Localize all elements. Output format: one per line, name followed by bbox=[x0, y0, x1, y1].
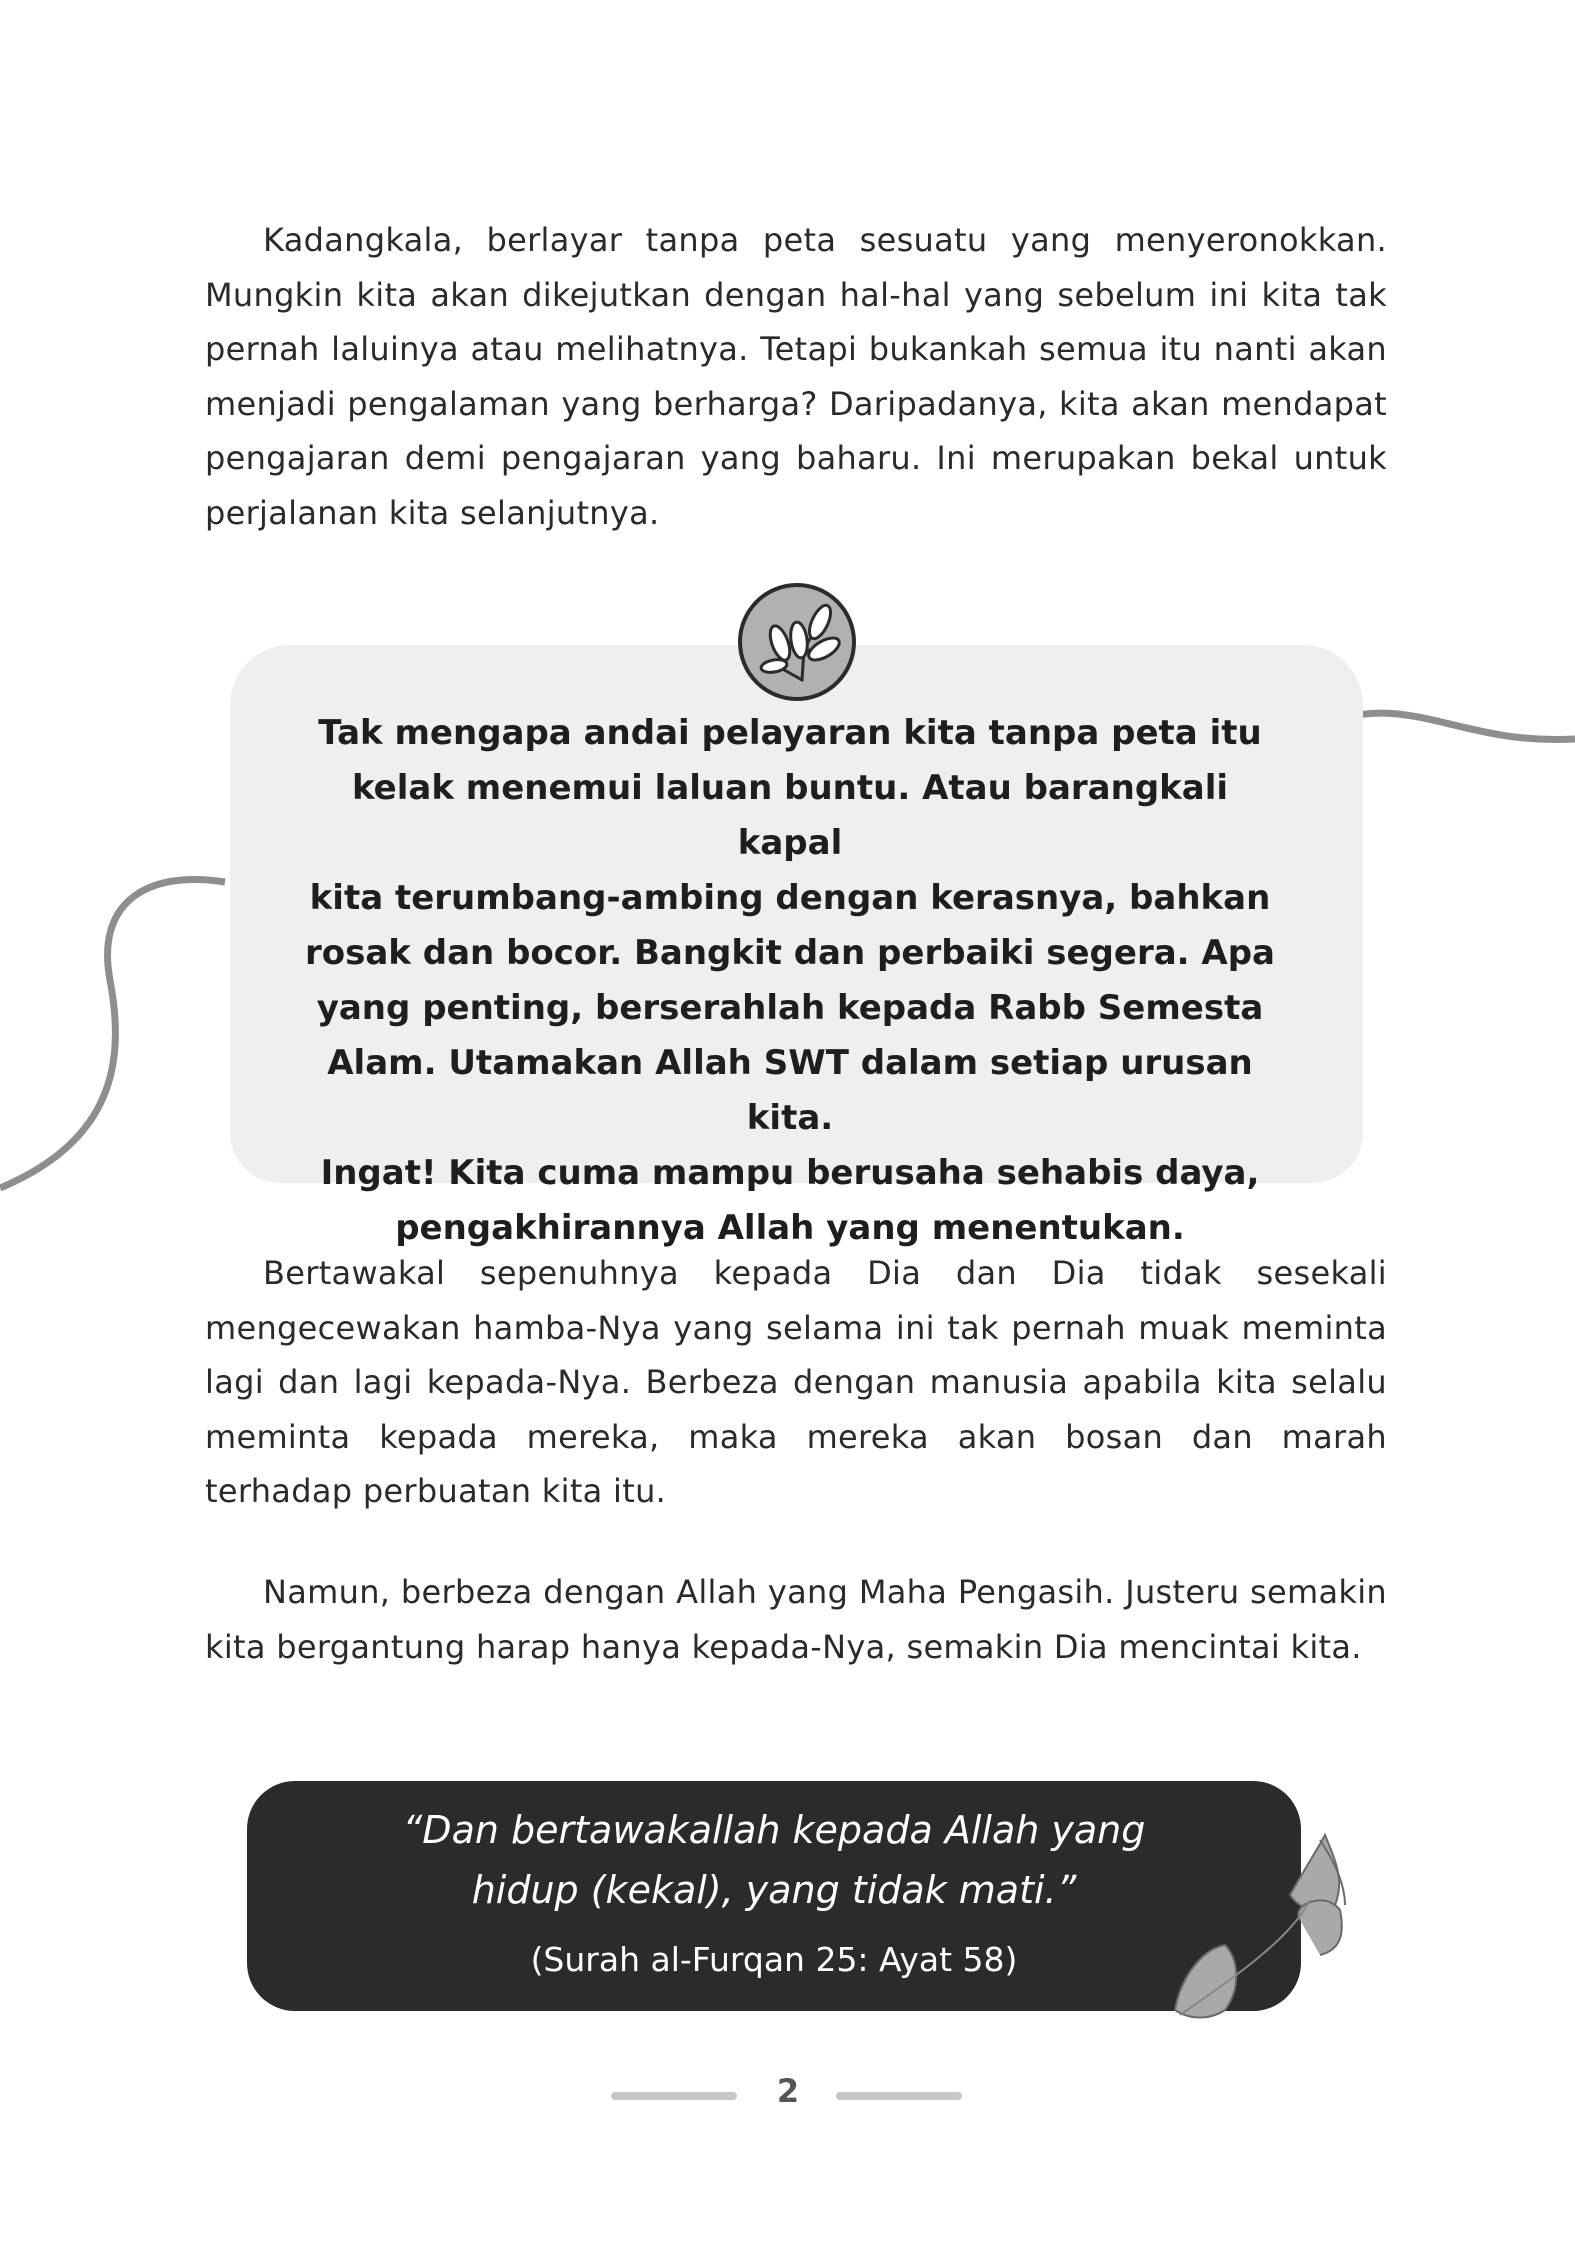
page-number-bar-left bbox=[611, 2092, 737, 2100]
callout-line: rosak dan bocor. Bangkit dan perbaiki segera. Apa bbox=[305, 933, 1275, 973]
quote-source: (Surah al-Furqan 25: Ayat 58) bbox=[530, 1940, 1018, 1979]
page-number-bar-right bbox=[836, 2092, 962, 2100]
callout-line: Alam. Utamakan Allah SWT dalam setiap urusan kita. bbox=[327, 1043, 1253, 1138]
callout-line: Ingat! Kita cuma mampu berusaha sehabis daya, bbox=[320, 1153, 1260, 1193]
callout-line: pengakhirannya Allah yang menentukan. bbox=[395, 1208, 1185, 1248]
callout-line: kelak menemui laluan buntu. Atau barangkali kapal bbox=[351, 768, 1229, 863]
callout-line: Tak mengapa andai pelayaran kita tanpa peta itu bbox=[318, 713, 1262, 753]
quote-line: “Dan bertawakallah kepada Allah yang bbox=[402, 1808, 1146, 1852]
page-number: 2 bbox=[776, 2072, 800, 2110]
paragraph-1: Kadangkala, berlayar tanpa peta sesuatu yang menyeronokkan. Mungkin kita akan dikejutkan dengan hal-hal yang sebelum ini kita tak pernah laluinya atau melihatnya. Tetapi bukankah semua itu nanti akan menjadi pengalaman yang berharga? Daripadanya, kita akan mendapat pengajaran demi pengajaran yang baharu. Ini merupakan bekal untuk perjalanan kita selanjutnya. bbox=[205, 221, 1387, 532]
callout-line: kita terumbang-ambing dengan kerasnya, bahkan bbox=[309, 878, 1271, 918]
callout-line: yang penting, berserahlah kepada Rabb Semesta bbox=[316, 988, 1264, 1028]
paragraph-3: Namun, berbeza dengan Allah yang Maha Pengasih. Justeru semakin kita bergantung harap hanya kepada-Nya, semakin Dia mencintai kita. bbox=[205, 1573, 1387, 1666]
paragraph-2: Bertawakal sepenuhnya kepada Dia dan Dia tidak sesekali mengecewakan hamba-Nya yang selama ini tak pernah muak meminta lagi dan lagi kepada-Nya. Berbeza dengan manusia apabila kita selalu meminta kepada mereka, maka mereka akan bosan dan marah terhadap perbuatan kita itu. bbox=[205, 1254, 1387, 1510]
quote-line: hidup (kekal), yang tidak mati.” bbox=[471, 1868, 1077, 1912]
